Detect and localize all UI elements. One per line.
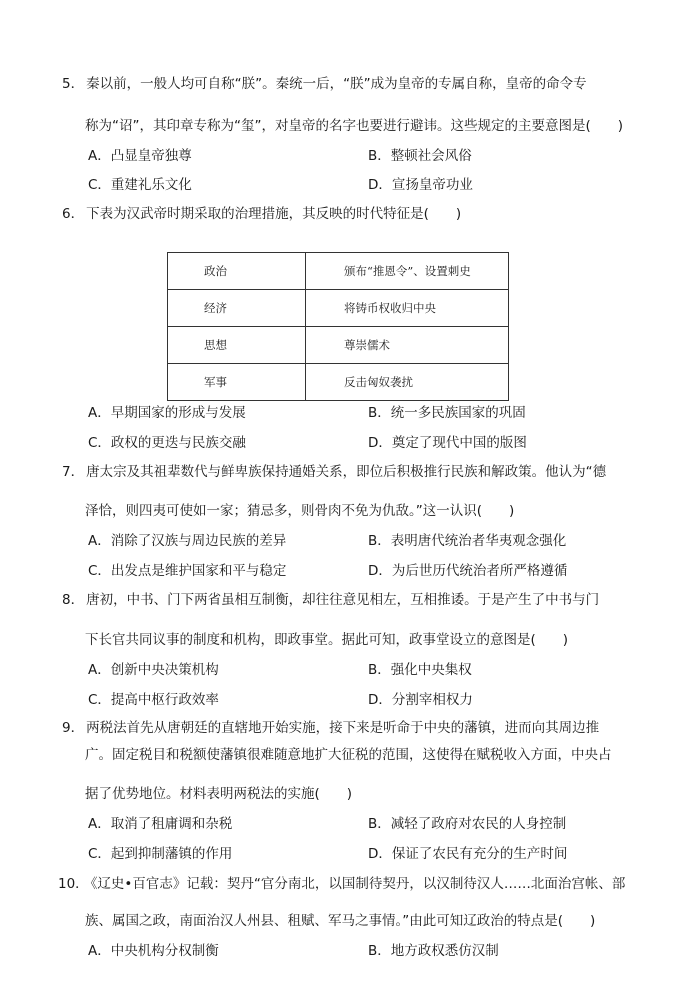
option-a[interactable]: A．取消了租庸调和杂税 (88, 816, 233, 832)
option-a[interactable]: A．早期国家的形成与发展 (88, 405, 246, 421)
option-a[interactable]: A．中央机构分权制衡 (88, 943, 219, 959)
question-text: 下表为汉武帝时期采取的治理措施，其反映的时代特征是( ) (86, 206, 462, 222)
option-b[interactable]: B．整顿社会风俗 (368, 148, 472, 164)
option-c[interactable]: C．政权的更迭与民族交融 (88, 435, 246, 451)
option-b[interactable]: B．地方政权悉仿汉制 (368, 943, 499, 959)
option-a[interactable]: A．消除了汉族与周边民族的差异 (88, 533, 287, 549)
table-cell-field: 军事 (168, 364, 306, 401)
table-cell-measure: 反击匈奴袭扰 (306, 364, 509, 401)
question-8-line-2: 下长官共同议事的制度和机构，即政事堂。据此可知，政事堂设立的意图是( ) (85, 632, 569, 648)
table-row (168, 290, 509, 327)
question-text: 秦以前，一般人均可自称“朕”。秦统一后，“朕”成为皇帝的专属自称，皇帝的命令专 (86, 76, 587, 92)
table-row (168, 253, 509, 290)
question-text: 唐太宗及其祖辈数代与鲜卑族保持通婚关系，即位后积极推行民族和解政策。他认为“德 (86, 464, 607, 480)
option-b[interactable]: B．表明唐代统治者华夷观念强化 (368, 533, 567, 549)
table-row (168, 327, 509, 364)
option-c[interactable]: C．出发点是维护国家和平与稳定 (88, 563, 287, 579)
question-number: 6． (62, 206, 85, 222)
question-number: 5． (62, 76, 85, 92)
table-row (168, 364, 509, 401)
table-cell-field: 思想 (168, 327, 306, 364)
question-8-line-1 (62, 591, 599, 609)
question-text: 《辽史•百官志》记载：契丹“官分南北，以国制待契丹，以汉制待汉人……北面治宫帐、部 (90, 876, 626, 892)
option-d[interactable]: D．宣扬皇帝功业 (368, 177, 473, 193)
option-d[interactable]: D．为后世历代统治者所严格遵循 (368, 563, 568, 579)
option-a[interactable]: A．凸显皇帝独尊 (88, 148, 192, 164)
question-6-line-1 (62, 205, 461, 223)
option-d[interactable]: D．奠定了现代中国的版图 (368, 435, 527, 451)
question-9-line-1 (62, 719, 599, 737)
table-cell-measure: 尊崇儒术 (306, 327, 509, 364)
option-b[interactable]: B．减轻了政府对农民的人身控制 (368, 816, 567, 832)
question-9-line-2: 广。固定税目和税额使藩镇很难随意地扩大征税的范围，这使得在赋税收入方面，中央占 (85, 747, 612, 763)
option-c[interactable]: C．起到抑制藩镇的作用 (88, 846, 233, 862)
question-number: 9． (62, 720, 85, 736)
question-10-line-1 (58, 875, 625, 893)
question-number: 7． (62, 464, 85, 480)
option-a[interactable]: A．创新中央决策机构 (88, 662, 219, 678)
question-7-line-1 (62, 463, 606, 481)
option-b[interactable]: B．统一多民族国家的巩固 (368, 405, 526, 421)
question-9-line-3: 据了优势地位。材料表明两税法的实施( ) (85, 786, 353, 802)
option-b[interactable]: B．强化中央集权 (368, 662, 472, 678)
table-cell-field: 政治 (168, 253, 306, 290)
question-5-line-2: 称为“诏”，其印章专称为“玺”，对皇帝的名字也要进行避讳。这些规定的主要意图是( ) (85, 118, 624, 134)
table-cell-field: 经济 (168, 290, 306, 327)
policy-table (167, 252, 509, 401)
question-10-line-2: 族、属国之政，南面治汉人州县、租赋、军马之事情。”由此可知辽政治的特点是( ) (85, 913, 596, 929)
question-text: 唐初，中书、门下两省虽相互制衡，却往往意见相左，互相推诿。于是产生了中书与门 (86, 592, 600, 608)
question-7-line-2: 泽恰，则四夷可使如一家；猜忌多，则骨肉不免为仇敌。”这一认识( ) (85, 503, 515, 519)
option-c[interactable]: C．提高中枢行政效率 (88, 692, 219, 708)
question-5-line-1 (62, 75, 587, 93)
table-cell-measure: 将铸币权收归中央 (306, 290, 509, 327)
question-text: 两税法首先从唐朝廷的直辖地开始实施，接下来是听命于中央的藩镇，进而向其周边推 (86, 720, 600, 736)
table-cell-measure: 颁布“推恩令”、设置刺史 (306, 253, 509, 290)
option-d[interactable]: D．保证了农民有充分的生产时间 (368, 846, 568, 862)
question-number: 10． (58, 876, 89, 892)
option-d[interactable]: D．分割宰相权力 (368, 692, 473, 708)
option-c[interactable]: C．重建礼乐文化 (88, 177, 192, 193)
question-number: 8． (62, 592, 85, 608)
